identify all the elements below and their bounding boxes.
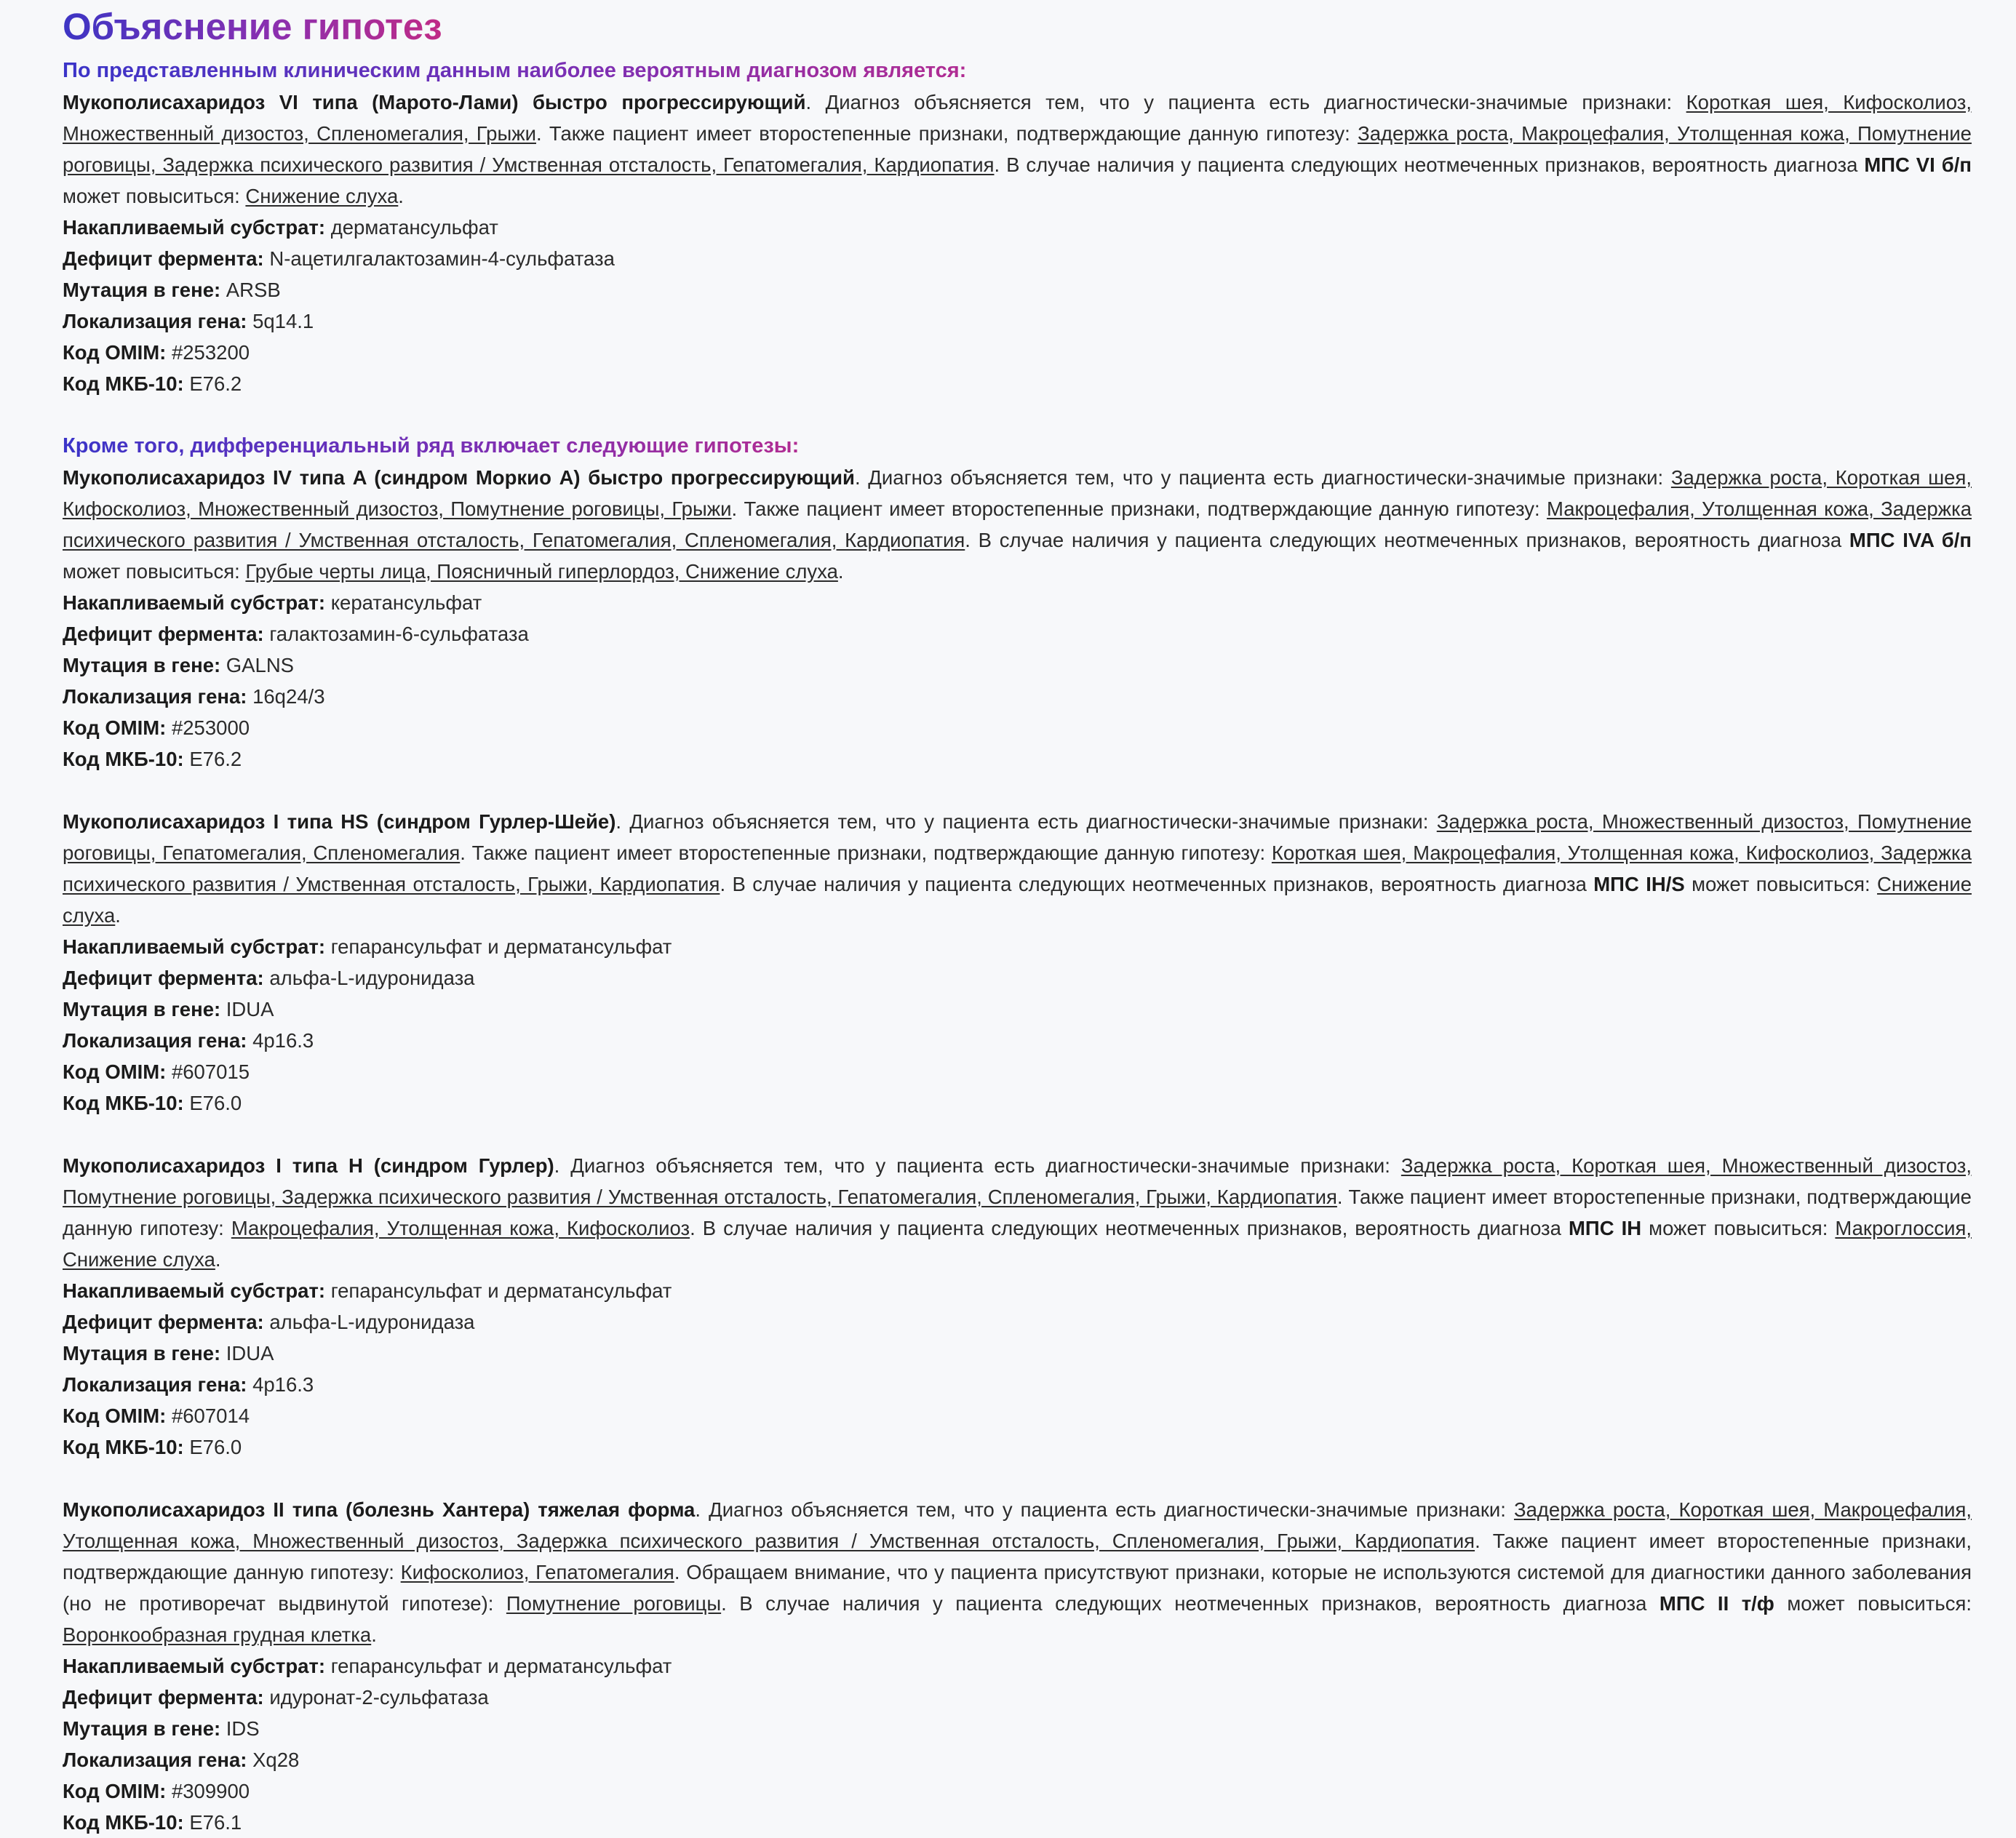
diagnosis-abbreviation: МПС II т/ф [1659,1592,1774,1615]
locus-label: Локализация гена: [63,1373,247,1396]
gene-value: IDUA [226,998,274,1020]
phrase-main: . Диагноз объясняется тем, что у пациента есть диагностически-значимые признаки: [805,91,1686,113]
hypothesis-explanation [63,806,1972,931]
main-signs[interactable]: Задержка роста, Короткая шея, Множественный дизостоз, Помутнение роговицы, Задержка психического развития / Умственная отсталость, Гепатомегалия, Спленомегалия, Грыжи, Кардиопатия [63,1154,1972,1208]
substrate-value: гепарансульфат и дерматансульфат [330,935,672,958]
icd-value: E76.0 [189,1436,242,1458]
substrate-label: Накапливаемый субстрат: [63,591,326,614]
locus-field [63,1744,1972,1775]
icd-label: Код МКБ-10: [63,372,184,395]
gene-field [63,650,1972,681]
missing-signs[interactable]: Снижение слуха [245,185,399,207]
enzyme-value: альфа-L-идуронидаза [269,967,475,989]
gene-value: IDS [226,1717,260,1740]
enzyme-label: Дефицит фермента: [63,1311,264,1333]
hypothesis-block [63,462,1972,775]
diagnosis-abbreviation: МПС VI б/п [1864,153,1972,176]
icd-value: E76.0 [189,1092,242,1114]
hypothesis-gap [63,1463,1972,1494]
gene-label: Мутация в гене: [63,1717,221,1740]
phrase-secondary: . Также пациент имеет второстепенные признаки, подтверждающие данную гипотезу: [460,842,1272,864]
locus-label: Локализация гена: [63,310,247,332]
hypotheses-list [63,87,1972,1838]
missing-signs[interactable]: Грубые черты лица, Поясничный гиперлордоз, Снижение слуха [245,560,838,583]
omim-value: #607014 [171,1405,250,1427]
locus-field [63,1369,1972,1400]
phrase-main: . Диагноз объясняется тем, что у пациента есть диагностически-значимые признаки: [695,1498,1514,1521]
phrase-secondary: . Также пациент имеет второстепенные признаки, подтверждающие данную гипотезу: [731,498,1547,520]
gene-field [63,1338,1972,1369]
main-signs[interactable]: Короткая шея, Кифосколиоз, Множественный дизостоз, Спленомегалия, Грыжи [63,91,1972,145]
page-title: Объяснение гипотез [63,4,442,49]
substrate-label: Накапливаемый субстрат: [63,1279,326,1302]
phrase-main: . Диагноз объясняется тем, что у пациента есть диагностически-значимые признаки: [615,810,1437,833]
gene-field [63,1713,1972,1744]
phrase-missing: . В случае наличия у пациента следующих неотмеченных признаков, вероятность диагноза [965,529,1849,551]
substrate-label: Накапливаемый субстрат: [63,1655,326,1677]
hypothesis-block [63,1150,1972,1463]
phrase-note: . Обращаем внимание, что у пациента присутствуют признаки, которые не используются системой для диагностики данного заболевания (но не противоречат выдвинутой гипотезе): [63,1561,1972,1615]
hypothesis-name: Мукополисахаридоз VI типа (Марото-Лами) быстро прогрессирующий [63,91,806,113]
diagnosis-abbreviation: МПС IVA б/п [1849,529,1972,551]
hypothesis-explanation [63,1150,1972,1275]
substrate-label: Накапливаемый субстрат: [63,935,326,958]
locus-value: 16q24/3 [252,685,325,708]
secondary-signs[interactable]: Задержка роста, Макроцефалия, Утолщенная кожа, Помутнение роговицы, Задержка психического развития / Умственная отсталость, Гепатомегалия, Кардиопатия [63,122,1972,176]
substrate-value: гепарансульфат и дерматансульфат [330,1279,672,1302]
hypothesis-name: Мукополисахаридоз IV типа A (синдром Моркио А) быстро прогрессирующий [63,466,855,489]
enzyme-field [63,1306,1972,1338]
substrate-value: дерматансульфат [330,216,498,239]
missing-signs[interactable]: Снижение слуха [63,873,1972,927]
phrase-may-increase: может повыситься: [1684,873,1878,895]
phrase-main: . Диагноз объясняется тем, что у пациента есть диагностически-значимые признаки: [854,466,1671,489]
phrase-end: . [115,904,121,927]
omim-label: Код OMIM: [63,1405,167,1427]
enzyme-value: галактозамин-6-сульфатаза [269,623,529,645]
substrate-field [63,212,1972,243]
omim-value: #309900 [171,1780,250,1802]
locus-label: Локализация гена: [63,1029,247,1052]
locus-label: Локализация гена: [63,1749,247,1771]
icd-field [63,1087,1972,1119]
phrase-missing: . В случае наличия у пациента следующих неотмеченных признаков, вероятность диагноза [690,1217,1569,1239]
enzyme-field [63,962,1972,994]
hypothesis-explanation [63,1494,1972,1650]
icd-label: Код МКБ-10: [63,1436,184,1458]
phrase-secondary: . Также пациент имеет второстепенные признаки, подтверждающие данную гипотезу: [63,1186,1972,1239]
missing-signs[interactable]: Макроглоссия, Снижение слуха [63,1217,1972,1271]
locus-label: Локализация гена: [63,685,247,708]
main-heading-wrap [63,55,1972,87]
omim-label: Код OMIM: [63,341,167,364]
locus-field [63,681,1972,712]
substrate-value: кератансульфат [330,591,482,614]
enzyme-value: альфа-L-идуронидаза [269,1311,475,1333]
icd-field [63,1807,1972,1838]
gene-field [63,994,1972,1025]
icd-label: Код МКБ-10: [63,1811,184,1834]
icd-value: E76.2 [189,372,242,395]
enzyme-label: Дефицит фермента: [63,1686,264,1709]
enzyme-field [63,1682,1972,1713]
locus-value: 4p16.3 [252,1373,314,1396]
hypothesis-name: Мукополисахаридоз I типа H (синдром Гурлер) [63,1154,554,1177]
locus-value: Xq28 [252,1749,300,1771]
enzyme-label: Дефицит фермента: [63,247,264,270]
enzyme-value: N-ацетилгалактозамин-4-сульфатаза [269,247,615,270]
phrase-may-increase: может повыситься: [1641,1217,1836,1239]
differential-heading: Кроме того, дифференциальный ряд включает следующие гипотезы: [63,431,799,462]
gene-value: IDUA [226,1342,274,1364]
phrase-may-increase: может повыситься: [63,185,246,207]
omim-label: Код OMIM: [63,1780,167,1802]
hypothesis-explanation [63,87,1972,212]
hypotheses-page [63,0,1972,1838]
hypothesis-block [63,87,1972,399]
omim-label: Код OMIM: [63,1060,167,1083]
gene-label: Мутация в гене: [63,1342,221,1364]
omim-field [63,337,1972,368]
main-signs[interactable]: Задержка роста, Короткая шея, Кифосколиоз, Множественный дизостоз, Помутнение роговицы, Грыжи [63,466,1972,520]
phrase-end: . [837,560,844,583]
substrate-field [63,931,1972,962]
diff-heading-wrap [63,431,1972,462]
phrase-secondary: . Также пациент имеет второстепенные признаки, подтверждающие данную гипотезу: [535,122,1358,145]
omim-field [63,1775,1972,1807]
secondary-signs[interactable]: Макроцефалия, Утолщенная кожа, Задержка психического развития / Умственная отсталость, Гепатомегалия, Спленомегалия, Кардиопатия [63,498,1972,551]
hypothesis-block [63,1494,1972,1838]
phrase-end: . [215,1248,221,1271]
icd-label: Код МКБ-10: [63,748,184,770]
gene-field [63,274,1972,305]
omim-label: Код OMIM: [63,716,167,739]
locus-value: 5q14.1 [252,310,314,332]
omim-field [63,1056,1972,1087]
section-gap [63,399,1972,431]
omim-value: #253000 [171,716,250,739]
enzyme-value: идуронат-2-сульфатаза [269,1686,489,1709]
missing-signs[interactable]: Воронкообразная грудная клетка [63,1623,372,1646]
phrase-end: . [398,185,404,207]
gene-value: ARSB [226,279,281,301]
hypothesis-explanation [63,462,1972,587]
hypothesis-block [63,806,1972,1119]
icd-value: E76.1 [189,1811,242,1834]
phrase-missing: . В случае наличия у пациента следующих неотмеченных признаков, вероятность диагноза [721,1592,1660,1615]
substrate-label: Накапливаемый субстрат: [63,216,326,239]
icd-field [63,1431,1972,1463]
phrase-end: . [371,1623,377,1646]
enzyme-label: Дефицит фермента: [63,967,264,989]
enzyme-field [63,243,1972,274]
secondary-signs[interactable]: Кифосколиоз, Гепатомегалия [400,1561,674,1583]
hypothesis-name: Мукополисахаридоз II типа (болезнь Хантера) тяжелая форма [63,1498,696,1521]
phrase-main: . Диагноз объясняется тем, что у пациента есть диагностически-значимые признаки: [554,1154,1401,1177]
locus-field [63,305,1972,337]
phrase-may-increase: может повыситься: [1774,1592,1972,1615]
hypothesis-name: Мукополисахаридоз I типа HS (синдром Гурлер-Шейе) [63,810,616,833]
enzyme-label: Дефицит фермента: [63,623,264,645]
diagnosis-abbreviation: МПС IH [1569,1217,1642,1239]
locus-field [63,1025,1972,1056]
icd-value: E76.2 [189,748,242,770]
main-signs[interactable]: Задержка роста, Короткая шея, Макроцефалия, Утолщенная кожа, Множественный дизостоз, Задержка психического развития / Умственная отсталость, Спленомегалия, Грыжи, Кардиопатия [63,1498,1972,1552]
substrate-value: гепарансульфат и дерматансульфат [330,1655,672,1677]
substrate-field [63,587,1972,618]
gene-label: Мутация в гене: [63,654,221,676]
phrase-may-increase: может повыситься: [63,560,246,583]
omim-field [63,1400,1972,1431]
enzyme-field [63,618,1972,650]
main-signs[interactable]: Задержка роста, Множественный дизостоз, Помутнение роговицы, Гепатомегалия, Спленомегалия [63,810,1972,864]
omim-value: #607015 [171,1060,250,1083]
omim-value: #253200 [171,341,250,364]
diagnosis-abbreviation: МПС IH/S [1593,873,1685,895]
omim-field [63,712,1972,743]
hypothesis-gap [63,1119,1972,1150]
gene-value: GALNS [226,654,295,676]
phrase-missing: . В случае наличия у пациента следующих неотмеченных признаков, вероятность диагноза [994,153,1865,176]
secondary-signs[interactable]: Макроцефалия, Утолщенная кожа, Кифосколиоз [231,1217,690,1239]
gene-label: Мутация в гене: [63,998,221,1020]
locus-value: 4p16.3 [252,1029,314,1052]
phrase-missing: . В случае наличия у пациента следующих неотмеченных признаков, вероятность диагноза [720,873,1594,895]
icd-field [63,368,1972,399]
secondary-signs[interactable]: Короткая шея, Макроцефалия, Утолщенная кожа, Кифосколиоз, Задержка психического развития / Умственная отсталость, Грыжи, Кардиопатия [63,842,1972,895]
main-diagnosis-heading: По представленным клиническим данным наиболее вероятным диагнозом является: [63,55,966,87]
note-signs[interactable]: Помутнение роговицы [506,1592,722,1615]
hypothesis-gap [63,775,1972,806]
icd-label: Код МКБ-10: [63,1092,184,1114]
substrate-field [63,1275,1972,1306]
icd-field [63,743,1972,775]
gene-label: Мутация в гене: [63,279,221,301]
phrase-secondary: . Также пациент имеет второстепенные признаки, подтверждающие данную гипотезу: [63,1530,1972,1583]
substrate-field [63,1650,1972,1682]
